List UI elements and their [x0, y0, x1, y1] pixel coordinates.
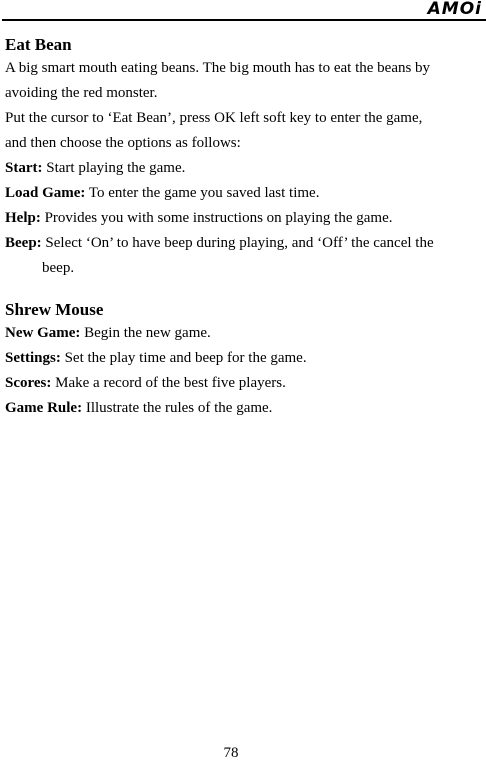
- option-scores: [5, 371, 485, 396]
- option-desc: Start playing the game.: [42, 160, 186, 176]
- page-number: 78: [223, 745, 239, 761]
- option-desc: Illustrate the rules of the game.: [82, 400, 273, 416]
- option-settings: [5, 346, 485, 371]
- option-beep-continued: beep.: [42, 260, 75, 276]
- eat-bean-line-3: Put the cursor to ‘Eat Bean’, press OK left soft key to enter the game,: [5, 110, 423, 126]
- shrew-mouse-heading: Shrew Mouse: [5, 300, 104, 319]
- option-desc: To enter the game you saved last time.: [85, 185, 320, 201]
- eat-bean-heading: Eat Bean: [5, 35, 72, 54]
- option-desc: Begin the new game.: [80, 325, 211, 341]
- option-desc: Make a record of the best five players.: [51, 375, 286, 391]
- section-gap: [5, 281, 485, 299]
- option-term: Help:: [5, 210, 41, 226]
- option-help: [5, 206, 485, 231]
- option-desc: Set the play time and beep for the game.: [60, 350, 307, 366]
- eat-bean-line-1: A big smart mouth eating beans. The big mouth has to eat the beans by: [5, 60, 431, 76]
- option-term: Scores:: [5, 375, 52, 391]
- page-header: [0, 0, 486, 24]
- option-term: Beep:: [5, 235, 42, 251]
- eat-bean-line-2: avoiding the red monster.: [5, 85, 158, 101]
- option-term: Settings:: [5, 350, 61, 366]
- option-new-game: [5, 321, 485, 346]
- option-beep: [5, 231, 485, 256]
- header-rule: [2, 19, 486, 21]
- option-term: Start:: [5, 160, 43, 176]
- option-desc: Select ‘On’ to have beep during playing, and ‘Off’ the cancel the: [41, 235, 434, 251]
- page-content: [5, 34, 485, 421]
- option-term: Load Game:: [5, 185, 86, 201]
- option-start: [5, 156, 485, 181]
- option-game-rule: [5, 396, 485, 421]
- option-load-game: [5, 181, 485, 206]
- eat-bean-line-4: and then choose the options as follows:: [5, 135, 241, 151]
- option-term: Game Rule:: [5, 400, 83, 416]
- option-desc: Provides you with some instructions on playing the game.: [40, 210, 393, 226]
- amoi-logo: AMOi: [427, 0, 482, 19]
- option-term: New Game:: [5, 325, 81, 341]
